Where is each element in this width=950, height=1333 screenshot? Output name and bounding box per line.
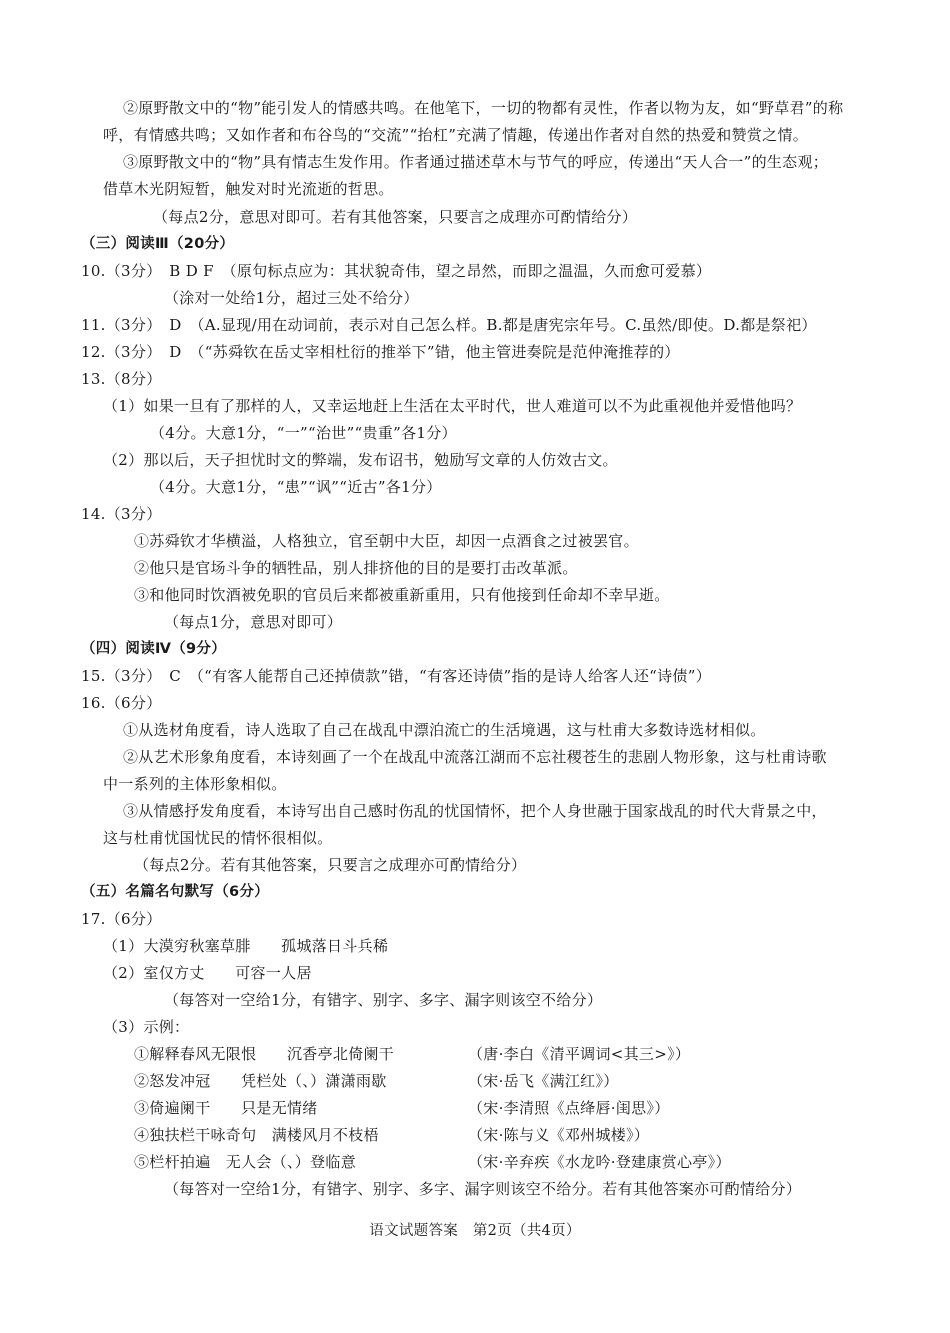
answer-line: ③和他同时饮酒被免职的官员后来都被重新重用，只有他接到任命却不幸早逝。 — [134, 586, 670, 604]
section-heading: （四）阅读Ⅳ（9分） — [81, 641, 227, 657]
example-verse: ②怒发冲冠 凭栏处（、）潇潇雨歇 — [134, 1072, 387, 1090]
answer-line: 借草木光阴短暂，触发对时光流逝的哲思。 — [103, 180, 394, 198]
question-number: 16.（6分） — [81, 694, 162, 712]
answer-line: ③从情感抒发角度看，本诗写出自己感时伤乱的忧国情怀，把个人身世融于国家战乱的时代大背景之中， — [123, 802, 827, 820]
answer-line: ②他只是官场斗争的牺牲品，别人排挤他的目的是要打击改革派。 — [134, 559, 578, 577]
scoring-note: （每点1分，意思对即可） — [164, 613, 343, 631]
question-number: 13.（8分） — [81, 370, 162, 388]
answer-line: ③原野散文中的“物”具有情志生发作用。作者通过描述草木与节气的呼应，传递出“天人合一”的生态观； — [123, 153, 829, 171]
question-number: 14.（3分） — [81, 505, 162, 523]
answer-line: 11.（3分） D （A.显现/用在动词前，表示对自己怎么样。B.都是唐宪宗年号。C.虽然/即使。D.都是祭祀） — [81, 316, 817, 334]
scoring-note: （涂对一处给1分，超过三处不给分） — [164, 289, 419, 307]
answer-line: 10.（3分） B D F （原句标点应为：其状貌奇伟，望之昂然，而即之温温，久而愈可爱慕） — [81, 262, 712, 280]
example-source: （宋·岳飞《满江红》） — [468, 1072, 619, 1090]
scoring-note: （每答对一空给1分，有错字、别字、多字、漏字则该空不给分） — [164, 991, 603, 1009]
example-source: （唐·李白《清平调词<其三>》） — [468, 1045, 691, 1063]
example-verse: ④独扶栏干咏奇句 满楼风月不枝梧 — [134, 1126, 379, 1144]
answer-line: （1）如果一旦有了那样的人，又幸运地赶上生活在太平时代，世人难道可以不为此重视他并爱惜他吗？ — [103, 397, 802, 415]
answer-line: （2）那以后，天子担忧时文的弊端，发布诏书，勉励写文章的人仿效古文。 — [103, 451, 618, 469]
question-number: 17.（6分） — [81, 910, 162, 928]
answer-line: 12.（3分） D （“苏舜钦在岳丈宰相杜衍的推举下”错，他主管进奏院是范仲淹推荐的） — [81, 343, 680, 361]
example-verse: ⑤栏杆拍遍 无人会（、）登临意 — [134, 1153, 357, 1171]
scoring-note: （每答对一空给1分，有错字、别字、多字、漏字则该空不给分。若有其他答案亦可酌情给分） — [164, 1180, 802, 1198]
scoring-note: （4分。大意1分，“一”“治世”“贵重”各1分） — [150, 424, 457, 442]
example-source: （宋·李清照《点绛唇·闺思》） — [468, 1099, 670, 1117]
answer-line: 呼，有情感共鸣；又如作者和布谷鸟的“交流”“抬杠”充满了情趣，传递出作者对自然的热爱和赞赏之情。 — [103, 126, 809, 144]
page-footer: 语文试题答案 第2页（共4页） — [369, 1223, 581, 1239]
answer-line: 这与杜甫忧国忧民的情怀很相似。 — [103, 829, 333, 847]
answer-line: ②从艺术形象角度看，本诗刻画了一个在战乱中流落江湖而不忘社稷苍生的悲剧人物形象，这与杜甫诗歌 — [123, 748, 827, 766]
section-heading: （三）阅读Ⅲ（20分） — [81, 236, 235, 252]
answer-line: 15.（3分） C （“有客人能帮自己还掉债款”错，“有客还诗债”指的是诗人给客人还“诗债”） — [81, 667, 711, 685]
scoring-note: （4分。大意1分，“患”“讽”“近古”各1分） — [150, 478, 442, 496]
answer-line: ①苏舜钦才华横溢，人格独立，官至朝中大臣，却因一点酒食之过被罢官。 — [134, 532, 639, 550]
answer-line: 中一系列的主体形象相似。 — [103, 775, 287, 793]
scoring-note: （每点2分。若有其他答案，只要言之成理亦可酌情给分） — [134, 856, 527, 874]
example-verse: ③倚遍阑干 只是无情绪 — [134, 1099, 318, 1117]
example-source: （宋·陈与义《邓州城楼》） — [468, 1126, 650, 1144]
answer-line: （1）大漠穷秋塞草腓 孤城落日斗兵稀 — [103, 937, 389, 955]
example-verse: ①解释春风无限恨 沉香亭北倚阑干 — [134, 1045, 395, 1063]
answer-line: ②原野散文中的“物”能引发人的情感共鸣。在他笔下，一切的物都有灵性，作者以物为友，如“野草君”的称 — [123, 99, 844, 117]
answer-line: ①从选材角度看，诗人选取了自己在战乱中漂泊流亡的生活境遇，这与杜甫大多数诗选材相似。 — [123, 721, 766, 739]
scoring-note: （每点2分，意思对即可。若有其他答案，只要言之成理亦可酌情给分） — [153, 208, 638, 226]
example-source: （宋·辛弃疾《水龙吟·登建康赏心亭》） — [468, 1153, 731, 1171]
section-heading: （五）名篇名句默写（6分） — [81, 884, 269, 900]
answer-line: （2）室仅方丈 可容一人居 — [103, 964, 312, 982]
answer-line: （3）示例： — [103, 1018, 190, 1036]
